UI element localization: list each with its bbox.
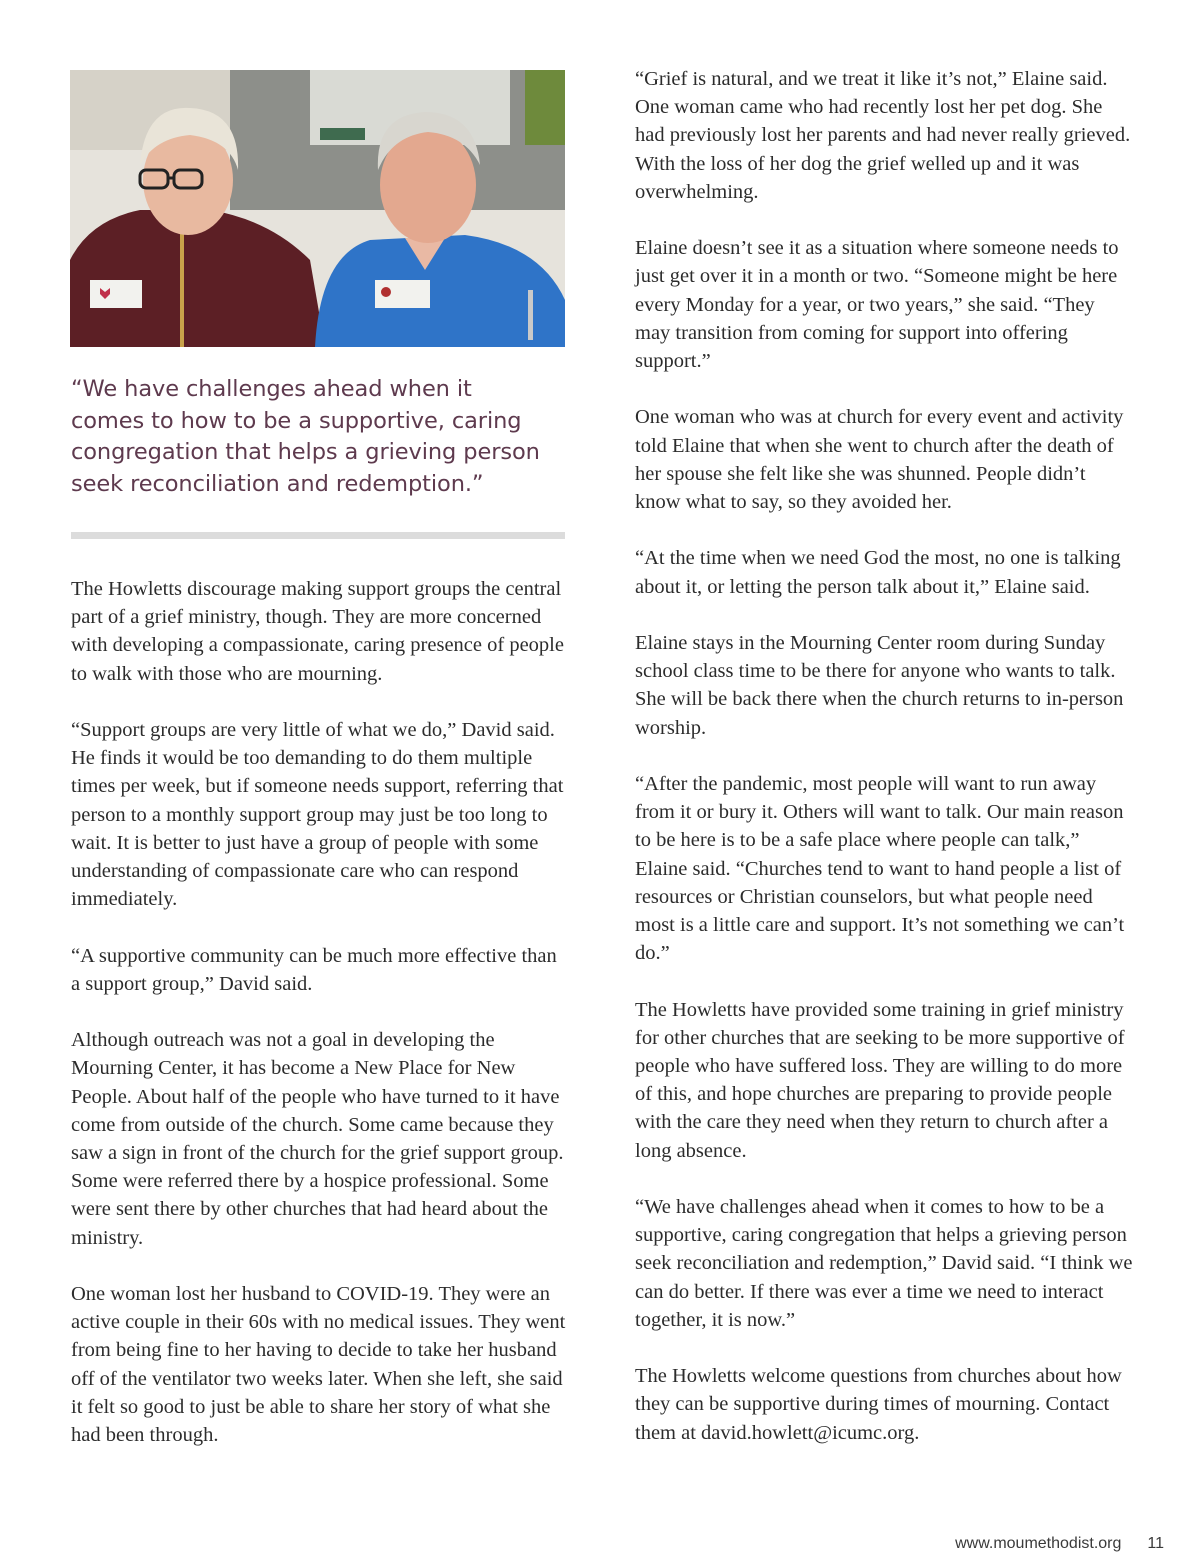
body-paragraph: One woman who was at church for every event and activity told Elaine that when she went to church after the death of her spouse she felt like she was shunned. People didn’t know what to say, so they avoided her. (635, 406, 1124, 514)
body-paragraph: The Howletts have provided some training in grief ministry for other churches that are seeking to be more supportive of people who have suffered loss. They are willing to do more of this, and hope churches are preparing to provide people with the care they need when they return to church after a long absence. (635, 998, 1125, 1162)
body-paragraph: “Support groups are very little of what we do,” David said. He finds it would be too demanding to do them multiple times per week, but if someone needs support, referring that person to a monthly support group may just be too long to wait. It is better to just have a group of people with some understanding of compassionate care who can respond immediately. (71, 719, 564, 911)
pull-quote: “We have challenges ahead when it comes to how to be a supportive, caring congregation that helps a grieving person seek reconciliation and redemption.” (71, 376, 540, 497)
body-paragraph: Although outreach was not a goal in developing the Mourning Center, it has become a New Place for New People. About half of the people who have turned to it have come from outside of the church. Some came because they saw a sign in front of the church for the grief support group. Some were referred there by a hospice professional. Some were sent there by other churches that had heard about the ministry. (71, 1029, 564, 1249)
page-number: 11 (1147, 1535, 1164, 1552)
right-column (635, 65, 1135, 1475)
divider-rule (71, 532, 565, 539)
body-paragraph: Elaine stays in the Mourning Center room during Sunday school class time to be there for anyone who wants to talk. She will be back there when the church returns to in-person worship. (635, 632, 1124, 739)
portrait-photo (70, 70, 565, 347)
footer-url[interactable]: www.moumethodist.org (955, 1535, 1122, 1552)
body-paragraph: “A supportive community can be much more effective than a support group,” David said. (71, 944, 557, 995)
body-paragraph: One woman lost her husband to COVID-19. They were an active couple in their 60s with no medical issues. They went from being fine to her having to decide to take her husband off of the ventilator two weeks later. When she left, she said it felt so good to just be able to share her story of what she had been through. (71, 1283, 566, 1447)
body-paragraph: “At the time when we need God the most, no one is talking about it, or letting the person talk about it,” Elaine said. (635, 547, 1121, 598)
body-paragraph: “We have challenges ahead when it comes to how to be a supportive, caring congregation that helps a grieving person seek reconciliation and redemption,” David said. “I think we can do better. If there was ever a time we need to interact together, it is now.” (635, 1196, 1133, 1331)
body-paragraph: The Howletts welcome questions from churches about how they can be supportive during times of mourning. Contact them at david.howlett@icumc.org. (635, 1365, 1122, 1444)
left-column (71, 575, 569, 1477)
body-paragraph: The Howletts discourage making support groups the central part of a grief ministry, though. They are more concerned with developing a compassionate, caring presence of people to walk with those who are mourning. (71, 578, 564, 685)
body-paragraph: Elaine doesn’t see it as a situation where someone needs to just get over it in a month or two. “Someone might be here every Monday for a year, or two years,” she said. “They may transition from coming for support into offering support.” (635, 237, 1119, 373)
page-footer (955, 1535, 1164, 1553)
body-paragraph: “After the pandemic, most people will want to run away from it or bury it. Others will want to talk. Our main reason to be here is to be a safe place where people can talk,” Elaine said. “Churches tend to want to hand people a list of resources or Christian counselors, but what people need most is a little care and support. It’s not something we can’t do.” (635, 773, 1125, 965)
body-paragraph: “Grief is natural, and we treat it like it’s not,” Elaine said. One woman came who had recently lost her pet dog. She had previously lost her parents and had never really grieved. With the loss of her dog the grief welled up and it was overwhelming. (635, 68, 1131, 203)
